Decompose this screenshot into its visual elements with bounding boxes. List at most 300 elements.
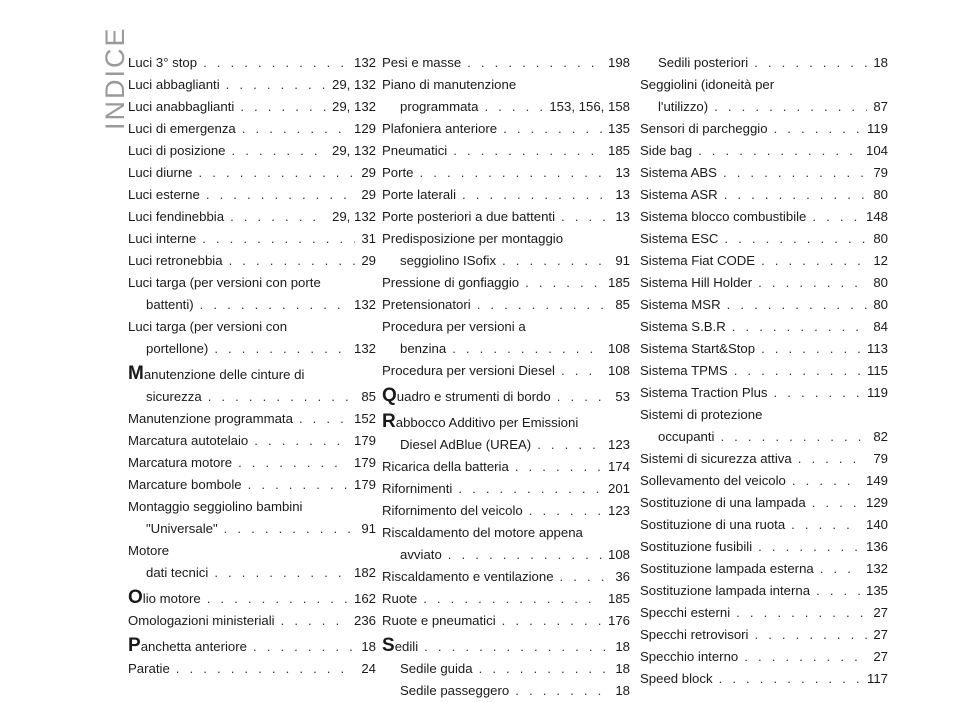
entry-row <box>382 294 630 316</box>
dot-leader <box>724 228 867 250</box>
entry-row <box>382 680 630 702</box>
dot-leader <box>424 636 609 658</box>
entry-row <box>128 386 376 408</box>
entry-row <box>382 588 630 610</box>
entry-text: Sedile guida <box>400 661 473 676</box>
entry-row <box>640 624 888 646</box>
entry-text: seggiolino ISofix <box>400 253 497 268</box>
dot-leader <box>458 478 602 500</box>
dot-leader <box>452 338 602 360</box>
dot-leader <box>224 518 356 540</box>
dot-leader <box>761 250 867 272</box>
page-number: 79 <box>873 165 888 180</box>
entry-text: Sistema ESC <box>640 231 719 246</box>
entry-text: Sollevamento del veicolo <box>640 473 786 488</box>
entry-text: Sedili posteriori <box>658 55 749 70</box>
page-number: 18 <box>615 661 630 676</box>
entry-text-first-line: Luci targa (per versioni con porte <box>128 275 321 290</box>
page-number: 182 <box>353 565 376 580</box>
entry-row <box>640 140 888 162</box>
entry-row <box>640 602 888 624</box>
entry-text: Porte <box>382 165 414 180</box>
dot-leader <box>791 514 860 536</box>
entry-text: l'utilizzo) <box>658 99 709 114</box>
section-letter: R <box>382 411 396 432</box>
index-entry <box>640 602 888 624</box>
entry-text-line <box>382 228 630 250</box>
entry-row <box>128 658 376 680</box>
dot-leader <box>479 658 610 680</box>
index-entry <box>640 250 888 272</box>
entry-row <box>382 250 630 272</box>
index-entry <box>382 316 630 360</box>
entry-row <box>382 434 630 456</box>
dot-leader <box>176 658 356 680</box>
page-number: 149 <box>865 473 888 488</box>
index-entry <box>382 522 630 566</box>
entry-row <box>128 408 376 430</box>
index-entry <box>382 162 630 184</box>
dot-leader <box>200 294 348 316</box>
index-entry <box>640 492 888 514</box>
page-number: 185 <box>607 143 630 158</box>
page-number: 29, 132 <box>332 209 376 224</box>
dot-leader <box>248 474 348 496</box>
index-entry <box>640 624 888 646</box>
dot-leader <box>758 536 860 558</box>
page-number: 185 <box>607 275 630 290</box>
section-letter: S <box>382 635 395 656</box>
index-entry <box>128 228 376 250</box>
page-number: 179 <box>353 455 376 470</box>
dot-leader <box>529 500 602 522</box>
index-entry <box>128 636 376 658</box>
index-entry <box>640 514 888 536</box>
entry-text: Sistemi di sicurezza attiva <box>640 451 792 466</box>
entry-text: Porte laterali <box>382 187 457 202</box>
index-entry <box>128 496 376 540</box>
page-number: 24 <box>361 661 376 676</box>
entry-text: Luci interne <box>128 231 197 246</box>
page-number: 135 <box>607 121 630 136</box>
entry-text: Ruote e pneumatici <box>382 613 496 628</box>
dot-leader <box>515 456 602 478</box>
index-entry <box>128 74 376 96</box>
entry-text-first-line: Sistemi di protezione <box>640 407 763 422</box>
page-number: 84 <box>873 319 888 334</box>
dot-leader <box>199 162 356 184</box>
entry-text-first-line: anutenzione delle cinture di <box>143 367 305 382</box>
entry-text: Sostituzione lampada interna <box>640 583 811 598</box>
index-entry <box>640 294 888 316</box>
page-number: 236 <box>353 613 376 628</box>
index-entry <box>128 140 376 162</box>
index-column-3 <box>640 52 888 690</box>
page-number: 113 <box>866 341 888 356</box>
page-number: 13 <box>615 165 630 180</box>
dot-leader <box>502 610 602 632</box>
entry-text: Specchi retrovisori <box>640 627 749 642</box>
page-number: 31 <box>361 231 376 246</box>
index-entry <box>128 118 376 140</box>
entry-row <box>640 514 888 536</box>
entry-text-line <box>382 522 630 544</box>
dot-leader <box>238 452 348 474</box>
entry-text: Sistema ASR <box>640 187 718 202</box>
page-number: 123 <box>607 503 630 518</box>
dot-leader <box>462 184 609 206</box>
index-entry <box>382 658 630 680</box>
entry-row <box>640 668 888 690</box>
entry-text-line <box>640 74 888 96</box>
dot-leader <box>792 470 860 492</box>
entry-text: Pneumatici <box>382 143 448 158</box>
entry-row <box>640 338 888 360</box>
dot-leader <box>420 162 610 184</box>
entry-row <box>128 118 376 140</box>
dot-leader <box>727 294 868 316</box>
entry-text: Manutenzione programmata <box>128 411 293 426</box>
index-entry <box>128 96 376 118</box>
dot-leader <box>453 140 602 162</box>
page-number: 132 <box>353 297 376 312</box>
entry-row <box>128 588 376 610</box>
entry-row <box>382 52 630 74</box>
entry-text: Luci diurne <box>128 165 193 180</box>
dot-leader <box>206 184 355 206</box>
index-entry <box>640 668 888 690</box>
page-number: 29 <box>361 165 376 180</box>
entry-row <box>382 338 630 360</box>
entry-text-line <box>128 316 376 338</box>
dot-leader <box>812 492 860 514</box>
index-entry <box>128 184 376 206</box>
index-entry <box>640 470 888 492</box>
entry-text: battenti) <box>146 297 194 312</box>
index-entry <box>128 474 376 496</box>
index-entry <box>382 360 630 382</box>
index-entry <box>128 430 376 452</box>
index-entry <box>382 184 630 206</box>
entry-text: Rifornimento del veicolo <box>382 503 523 518</box>
entry-text: Luci di posizione <box>128 143 226 158</box>
dot-leader <box>537 434 602 456</box>
index-entry <box>382 636 630 658</box>
entry-text: avviato <box>400 547 442 562</box>
entry-text-first-line: Procedura per versioni a <box>382 319 526 334</box>
entry-row <box>382 566 630 588</box>
entry-text: Riscaldamento e ventilazione <box>382 569 554 584</box>
page-number: 91 <box>361 521 376 536</box>
index-entry <box>128 250 376 272</box>
page-number: 179 <box>353 477 376 492</box>
entry-row <box>640 272 888 294</box>
entry-row <box>382 636 630 658</box>
section-letter: M <box>128 363 144 384</box>
entry-row <box>128 338 376 360</box>
index-title <box>64 26 130 130</box>
entry-row <box>382 658 630 680</box>
entry-text: Luci esterne <box>128 187 200 202</box>
dot-leader <box>561 206 609 228</box>
page-number: 108 <box>607 547 630 562</box>
dot-leader <box>503 118 602 140</box>
index-entry <box>640 140 888 162</box>
dot-leader <box>754 624 867 646</box>
entry-text: Luci abbaglianti <box>128 77 220 92</box>
index-entry <box>128 610 376 632</box>
page-number: 29 <box>361 187 376 202</box>
index-entry <box>640 272 888 294</box>
dot-leader <box>299 408 348 430</box>
page-number: 119 <box>866 121 888 136</box>
index-entry <box>128 364 376 408</box>
index-entry <box>128 162 376 184</box>
entry-row <box>128 52 376 74</box>
entry-text-line <box>128 496 376 518</box>
dot-leader <box>561 360 602 382</box>
index-entry <box>382 118 630 140</box>
entry-row <box>128 74 376 96</box>
entry-text-first-line: Seggiolini (idoneità per <box>640 77 775 92</box>
entry-row <box>640 206 888 228</box>
entry-row <box>382 184 630 206</box>
index-entry <box>128 272 376 316</box>
dot-leader <box>214 562 348 584</box>
dot-leader <box>207 588 348 610</box>
page-number: 80 <box>873 275 888 290</box>
entry-text: Pressione di gonfiaggio <box>382 275 520 290</box>
entry-text-first-line: Luci targa (per versioni con <box>128 319 288 334</box>
page-number: 53 <box>615 389 630 404</box>
entry-row <box>640 118 888 140</box>
entry-text: Sostituzione fusibili <box>640 539 753 554</box>
page-number: 162 <box>353 591 376 606</box>
dot-leader <box>774 382 861 404</box>
index-entry <box>640 206 888 228</box>
dot-leader <box>502 250 609 272</box>
dot-leader <box>816 580 860 602</box>
entry-row <box>128 184 376 206</box>
dot-leader <box>230 206 326 228</box>
entry-text-line <box>128 272 376 294</box>
entry-text-first-line: Piano di manutenzione <box>382 77 517 92</box>
entry-text: "Universale" <box>146 521 218 536</box>
page-number: 132 <box>865 561 888 576</box>
page-number: 153, 156, 158 <box>549 99 630 114</box>
entry-text-first-line: Montaggio seggiolino bambini <box>128 499 303 514</box>
page-number: 29, 132 <box>332 77 376 92</box>
entry-row <box>640 228 888 250</box>
entry-row <box>640 184 888 206</box>
index-entry <box>382 386 630 408</box>
entry-text: uadro e strumenti di bordo <box>396 389 551 404</box>
dot-leader <box>698 140 860 162</box>
page-number: 12 <box>873 253 888 268</box>
entry-row <box>640 52 888 74</box>
entry-text: programmata <box>400 99 479 114</box>
index-entry <box>128 452 376 474</box>
entry-row <box>382 478 630 500</box>
page-number: 108 <box>607 341 630 356</box>
index-entry <box>640 536 888 558</box>
entry-row <box>382 96 630 118</box>
page-number: 82 <box>873 429 888 444</box>
entry-text: Luci retronebbia <box>128 253 223 268</box>
page-number: 85 <box>615 297 630 312</box>
entry-row <box>382 360 630 382</box>
entry-text: Side bag <box>640 143 693 158</box>
index-entry <box>382 412 630 456</box>
entry-text: Marcature bombole <box>128 477 242 492</box>
entry-text: Luci anabbaglianti <box>128 99 235 114</box>
page-number: 29, 132 <box>332 143 376 158</box>
entry-row <box>128 610 376 632</box>
entry-text: Sistema ABS <box>640 165 717 180</box>
page-number: 136 <box>865 539 888 554</box>
page-number: 79 <box>873 451 888 466</box>
entry-text: Sostituzione di una ruota <box>640 517 786 532</box>
entry-row <box>382 386 630 408</box>
dot-leader <box>229 250 356 272</box>
dot-leader <box>203 52 348 74</box>
entry-row <box>640 492 888 514</box>
page-number: 13 <box>615 209 630 224</box>
entry-row <box>128 636 376 658</box>
index-entry <box>382 74 630 118</box>
index-entry <box>640 404 888 448</box>
entry-row <box>640 250 888 272</box>
entry-text-line <box>382 412 630 434</box>
page-number: 185 <box>607 591 630 606</box>
entry-text: Sistema blocco combustibile <box>640 209 807 224</box>
page-number: 176 <box>607 613 630 628</box>
page-number: 27 <box>873 627 888 642</box>
dot-leader <box>798 448 868 470</box>
index-entry <box>382 566 630 588</box>
entry-text-first-line: Predisposizione per montaggio <box>382 231 564 246</box>
entry-text: benzina <box>400 341 447 356</box>
entry-text: Sistema Hill Holder <box>640 275 753 290</box>
entry-text: Paratie <box>128 661 170 676</box>
index-entry <box>640 338 888 360</box>
dot-leader <box>719 668 861 690</box>
dot-leader <box>232 140 326 162</box>
index-entry <box>382 500 630 522</box>
entry-row <box>128 206 376 228</box>
page-number: 80 <box>873 187 888 202</box>
page-number: 27 <box>873 649 888 664</box>
page-number: 201 <box>607 481 630 496</box>
entry-text: Pesi e masse <box>382 55 462 70</box>
entry-text: Ruote <box>382 591 418 606</box>
entry-row <box>640 470 888 492</box>
entry-row <box>640 316 888 338</box>
entry-text-first-line: Riscaldamento del motore appena <box>382 525 583 540</box>
dot-leader <box>226 74 326 96</box>
dot-leader <box>214 338 348 360</box>
entry-row <box>382 118 630 140</box>
dot-leader <box>724 184 868 206</box>
entry-row <box>382 140 630 162</box>
page-number: 198 <box>607 55 630 70</box>
index-entry <box>640 162 888 184</box>
index-column-1 <box>128 52 376 680</box>
entry-text: occupanti <box>658 429 715 444</box>
dot-leader <box>448 544 602 566</box>
dot-leader <box>253 636 355 658</box>
entry-text: Sistema S.B.R <box>640 319 726 334</box>
index-entry <box>128 316 376 360</box>
index-entry <box>382 206 630 228</box>
page-number: 29, 132 <box>332 99 376 114</box>
entry-text: Specchio interno <box>640 649 739 664</box>
page-number: 80 <box>873 297 888 312</box>
dot-leader <box>525 272 602 294</box>
entry-row <box>640 162 888 184</box>
entry-row <box>640 360 888 382</box>
entry-text: anchetta anteriore <box>140 639 247 654</box>
dot-leader <box>758 272 867 294</box>
dot-leader <box>812 206 860 228</box>
index-title-text: INDICE <box>100 26 130 130</box>
entry-row <box>640 382 888 404</box>
dot-leader <box>484 96 543 118</box>
page-number: 27 <box>873 605 888 620</box>
entry-text-line <box>128 540 376 562</box>
index-entry <box>640 646 888 668</box>
page-number: 179 <box>353 433 376 448</box>
entry-text: Luci di emergenza <box>128 121 236 136</box>
entry-row <box>128 474 376 496</box>
index-entry <box>382 588 630 610</box>
entry-text: Speed block <box>640 671 713 686</box>
page-number: 123 <box>607 437 630 452</box>
index-entry <box>382 456 630 478</box>
page-number: 91 <box>615 253 630 268</box>
entry-text-first-line: abbocco Additivo per Emissioni <box>395 415 579 430</box>
dot-leader <box>734 360 861 382</box>
entry-text: Marcatura motore <box>128 455 233 470</box>
entry-text: Diesel AdBlue (UREA) <box>400 437 532 452</box>
index-entry <box>640 448 888 470</box>
entry-row <box>382 500 630 522</box>
dot-leader <box>560 566 610 588</box>
page-number: 18 <box>361 639 376 654</box>
index-entry <box>382 478 630 500</box>
entry-text: Omologazioni ministeriali <box>128 613 275 628</box>
page-number: 87 <box>873 99 888 114</box>
entry-text-line <box>382 316 630 338</box>
entry-text: Rifornimenti <box>382 481 453 496</box>
page-number: 18 <box>615 639 630 654</box>
index-entry <box>640 580 888 602</box>
entry-row <box>382 272 630 294</box>
entry-row <box>640 96 888 118</box>
index-entry <box>640 360 888 382</box>
page-number: 132 <box>353 341 376 356</box>
dot-leader <box>761 338 861 360</box>
entry-text: Procedura per versioni Diesel <box>382 363 555 378</box>
entry-row <box>128 228 376 250</box>
index-entry <box>382 294 630 316</box>
entry-text: Sistema TPMS <box>640 363 728 378</box>
entry-text: Sistema MSR <box>640 297 721 312</box>
page-number: 140 <box>865 517 888 532</box>
dot-leader <box>720 426 867 448</box>
entry-row <box>128 250 376 272</box>
entry-text: Sostituzione lampada esterna <box>640 561 814 576</box>
